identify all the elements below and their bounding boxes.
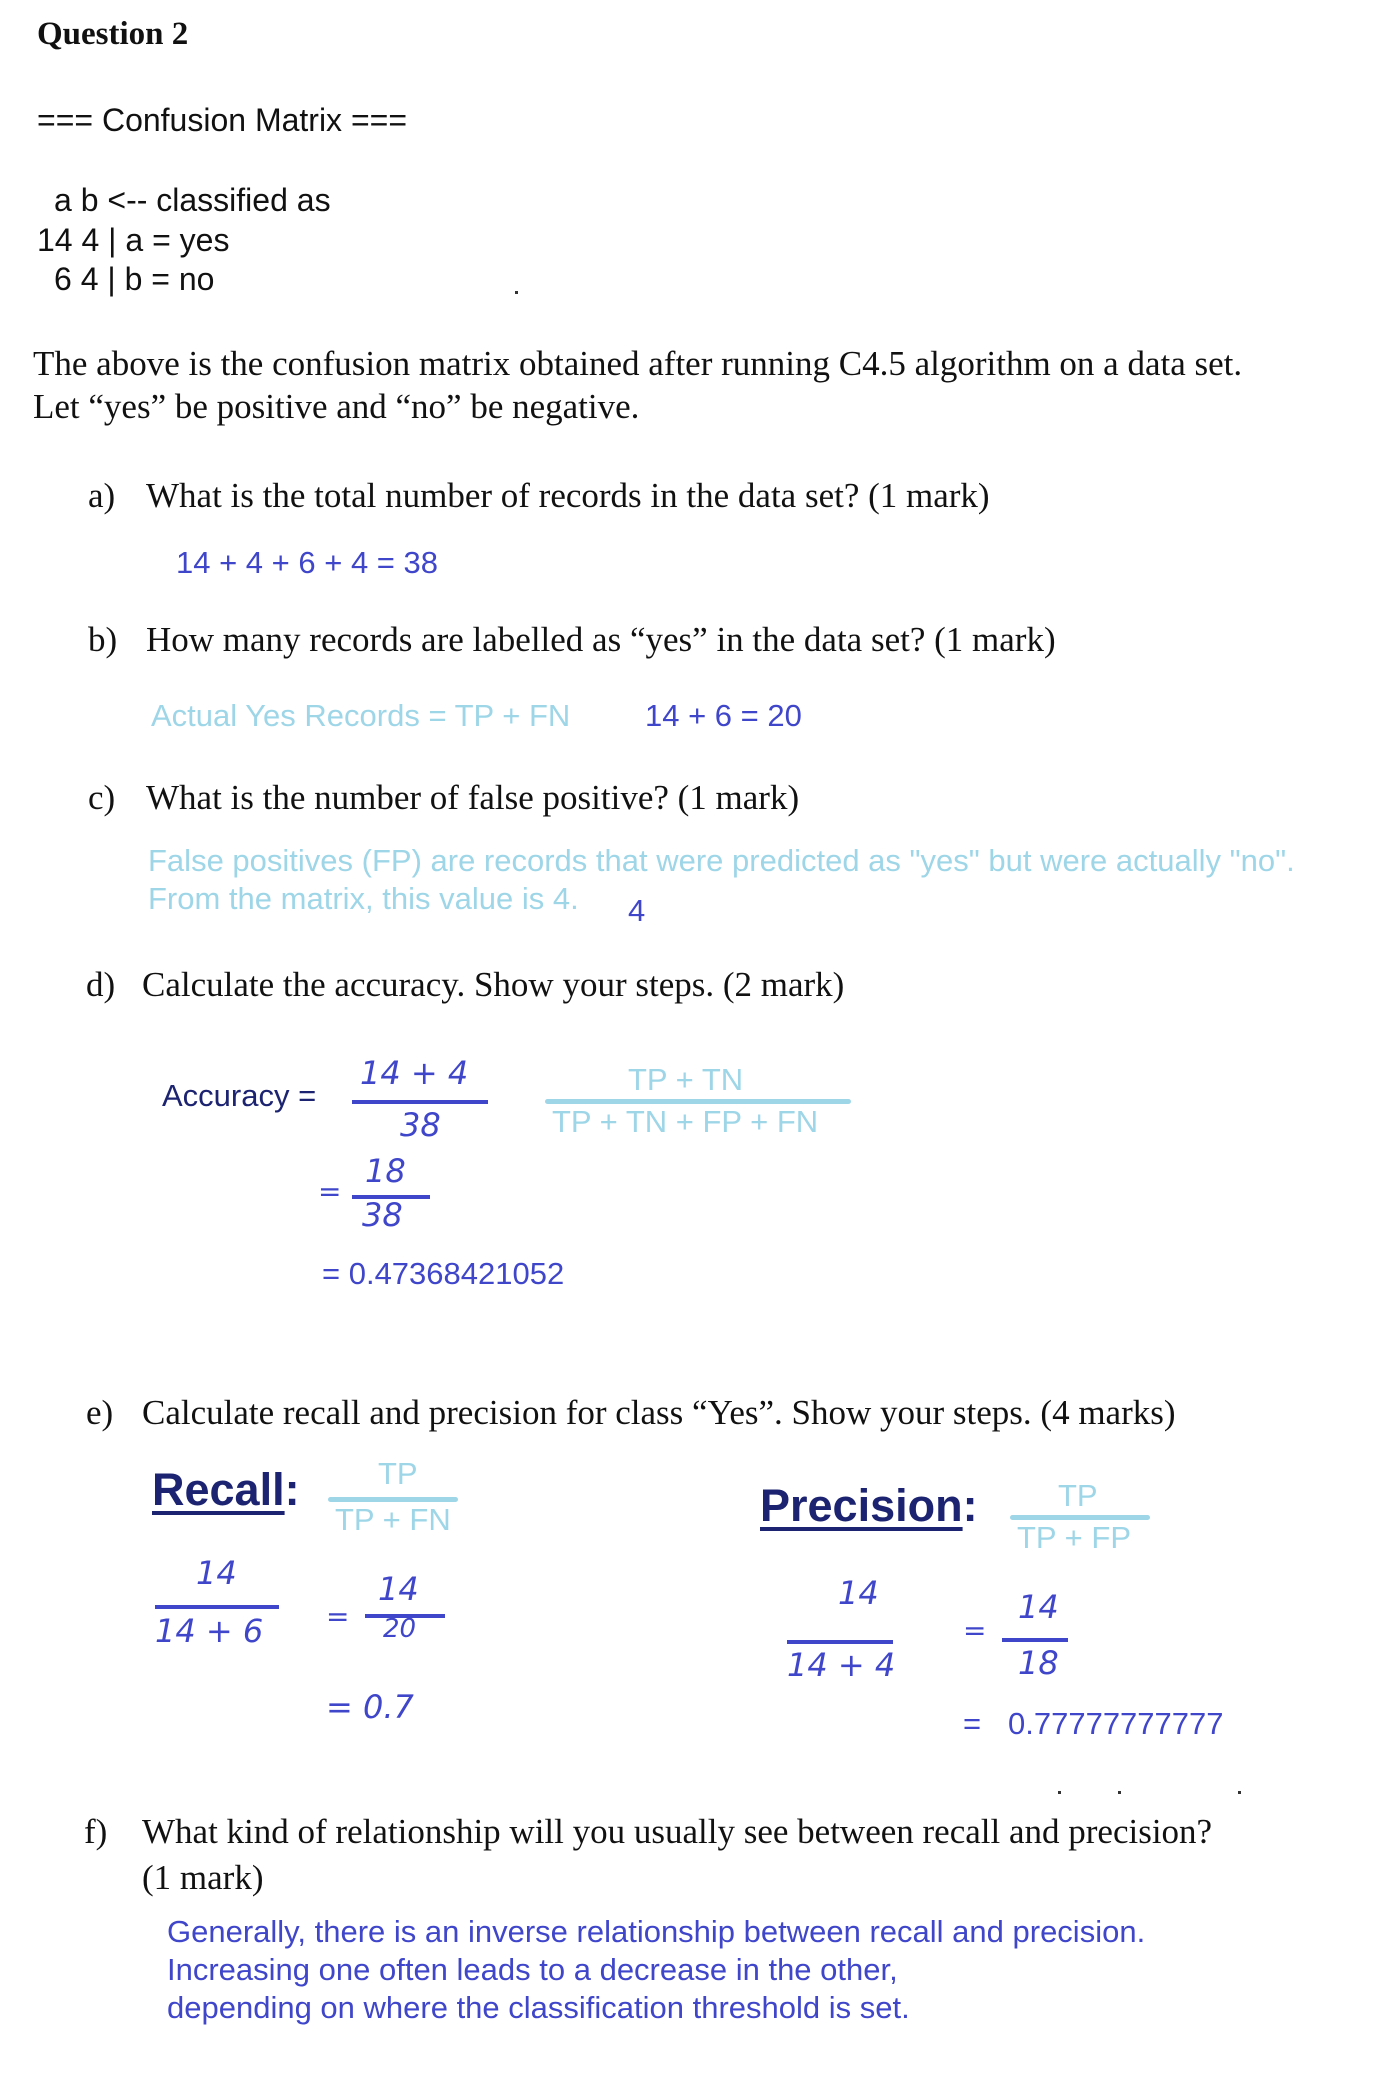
stray-dot [515,291,518,294]
part-f-answer-line-1: Generally, there is an inverse relationship between recall and precision. [167,1914,1146,1949]
matrix-row-label: a = yes [125,222,230,258]
recall-formula-numerator: TP [378,1456,418,1491]
part-b-marker: b) [88,620,118,659]
matrix-row-label: b = no [124,261,215,297]
part-d-marker: d) [86,965,116,1004]
part-f-marker: f) [84,1812,108,1851]
accuracy-label: Accuracy = [162,1078,317,1113]
stray-dot [1118,1791,1121,1794]
recall-colon: : [284,1464,300,1515]
stray-dot [1238,1791,1241,1794]
recall-fraction-1-numerator: 14 [196,1554,237,1592]
part-c-explanation-line-2: From the matrix, this value is 4. [148,881,579,916]
accuracy-formula-numerator: TP + TN [628,1062,744,1097]
matrix-row-no [54,261,214,298]
matrix-header: === Confusion Matrix === [37,102,407,138]
precision-colon: : [962,1480,978,1531]
precision-label: Precision [760,1480,963,1531]
accuracy-equals: = [318,1175,342,1208]
precision-fraction-2-bar [1002,1638,1068,1642]
part-a-answer: 14 + 4 + 6 + 4 = 38 [176,545,439,580]
intro-line-1: The above is the confusion matrix obtained after running C4.5 algorithm on a data set. [33,344,1243,383]
accuracy-fraction-2-denominator: 38 [362,1196,403,1234]
matrix-row-separator: | [107,261,125,297]
part-a-question: What is the total number of records in the data set? (1 mark) [146,476,990,515]
part-c-explanation-line-1: False positives (FP) are records that were predicted as "yes" but were actually "no". [148,843,1295,878]
part-e-marker: e) [86,1393,114,1432]
recall-fraction-1-denominator: 14 + 6 [155,1612,264,1650]
accuracy-formula-denominator: TP + TN + FP + FN [552,1104,819,1139]
recall-label: Recall [152,1464,285,1515]
precision-heading [760,1480,978,1532]
precision-formula-denominator: TP + FP [1017,1520,1131,1555]
precision-fraction-2-numerator: 14 [1018,1588,1059,1626]
part-c-question: What is the number of false positive? (1 mark) [146,778,800,817]
accuracy-fraction-1-bar [352,1100,488,1104]
part-b-formula: Actual Yes Records = TP + FN [151,698,571,733]
part-f-question-line-2: (1 mark) [142,1858,264,1897]
matrix-column-header: a b <-- classified as [54,182,331,218]
matrix-row-separator: | [108,222,126,258]
part-f-question-line-1: What kind of relationship will you usually see between recall and precision? [142,1812,1213,1851]
part-c-marker: c) [88,778,116,817]
part-b-question: How many records are labelled as “yes” in the data set? (1 mark) [146,620,1056,659]
precision-fraction-1-bar [787,1640,893,1644]
recall-equals: = [326,1600,350,1633]
part-f-answer-line-2: Increasing one often leads to a decrease in the other, [167,1952,898,1987]
recall-result: = 0.7 [326,1688,414,1726]
matrix-row-values: 14 4 [37,222,100,258]
recall-fraction-2-numerator: 14 [378,1570,419,1608]
matrix-row-yes [37,222,229,259]
stray-dot [1058,1791,1061,1794]
part-e-question: Calculate recall and precision for class “Yes”. Show your steps. (4 marks) [142,1393,1176,1432]
matrix-row-values: 6 4 [54,261,99,297]
accuracy-fraction-1-numerator: 14 + 4 [360,1054,469,1092]
part-f-answer-line-3: depending on where the classification threshold is set. [167,1990,910,2025]
accuracy-fraction-2-numerator: 18 [365,1152,406,1190]
recall-fraction-2-denominator: 20 [383,1614,417,1644]
part-b-answer: 14 + 6 = 20 [645,698,802,733]
intro-line-2: Let “yes” be positive and “no” be negative. [33,387,640,426]
recall-fraction-1-bar [155,1605,279,1609]
question-title: Question 2 [37,16,189,52]
precision-equals: = [963,1614,987,1647]
precision-fraction-1-denominator: 14 + 4 [787,1646,896,1684]
accuracy-fraction-1-denominator: 38 [400,1106,441,1144]
part-c-answer: 4 [628,893,646,928]
part-d-question: Calculate the accuracy. Show your steps. (2 mark) [142,965,845,1004]
precision-fraction-1-numerator: 14 [838,1574,879,1612]
accuracy-result: = 0.47368421052 [322,1256,565,1291]
precision-formula-numerator: TP [1058,1478,1098,1513]
recall-heading [152,1464,300,1516]
precision-result: 0.77777777777 [1008,1706,1224,1741]
precision-fraction-2-denominator: 18 [1018,1644,1059,1682]
recall-formula-denominator: TP + FN [335,1502,451,1537]
part-a-marker: a) [88,476,116,515]
precision-result-equals: = [963,1706,982,1741]
